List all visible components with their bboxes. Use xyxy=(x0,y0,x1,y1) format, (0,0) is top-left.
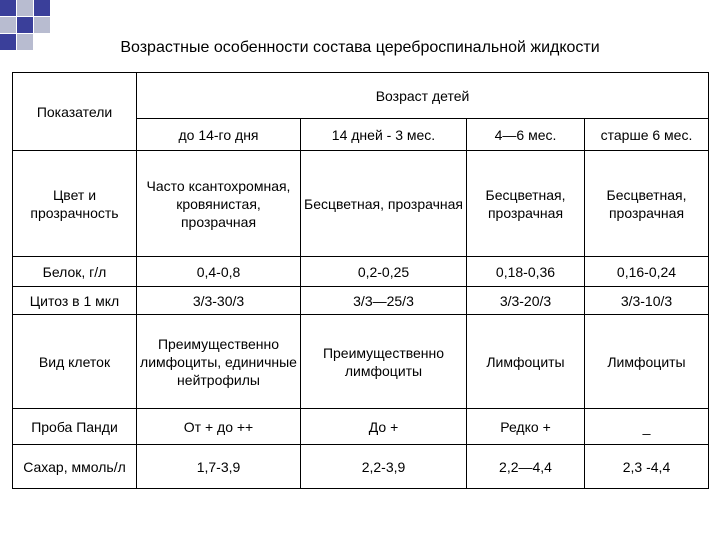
table-cell: _ xyxy=(585,409,709,445)
table-cell: 3/3-30/3 xyxy=(137,287,301,315)
table-cell: 0,18-0,36 xyxy=(467,257,585,287)
deco-square-blue xyxy=(34,0,50,16)
row-label: Белок, г/л xyxy=(13,257,137,287)
header-row-age xyxy=(13,73,709,119)
row-label: Проба Панди xyxy=(13,409,137,445)
row-label: Сахар, ммоль/л xyxy=(13,445,137,489)
table-cell: 3/3-20/3 xyxy=(467,287,585,315)
table-row xyxy=(13,409,709,445)
table-row xyxy=(13,287,709,315)
table-row xyxy=(13,315,709,409)
table-cell: Бесцветная, прозрачная xyxy=(301,151,467,257)
deco-square-blue xyxy=(0,0,16,16)
table-cell: Преимущественно лимфоциты, единичные нейтрофилы xyxy=(137,315,301,409)
table-cell: Лимфоциты xyxy=(585,315,709,409)
table-cell: 0,16-0,24 xyxy=(585,257,709,287)
page-title: Возрастные особенности состава цереброспинальной жидкости xyxy=(120,39,600,56)
deco-square-blue xyxy=(17,17,33,33)
table-cell: До + xyxy=(301,409,467,445)
age-group-header: до 14-го дня xyxy=(137,119,301,151)
table-cell: Редко + xyxy=(467,409,585,445)
table-cell: 3/3-10/3 xyxy=(585,287,709,315)
table-cell: 2,2—4,4 xyxy=(467,445,585,489)
table-row xyxy=(13,445,709,489)
table-cell: 0,2-0,25 xyxy=(301,257,467,287)
table-row xyxy=(13,257,709,287)
table-cell: От + до ++ xyxy=(137,409,301,445)
table-row xyxy=(13,151,709,257)
table-cell: 0,4-0,8 xyxy=(137,257,301,287)
table-cell: Бесцветная, прозрачная xyxy=(585,151,709,257)
deco-square-gray xyxy=(0,17,16,33)
age-group-header: 4—6 мес. xyxy=(467,119,585,151)
row-label: Вид клеток xyxy=(13,315,137,409)
table-cell: Бесцветная, прозрачная xyxy=(467,151,585,257)
table-cell: 2,2-3,9 xyxy=(301,445,467,489)
table-cell: 3/3—25/3 xyxy=(301,287,467,315)
deco-square-gray xyxy=(34,17,50,33)
age-group-header: 14 дней - 3 мес. xyxy=(301,119,467,151)
row-label: Цитоз в 1 мкл xyxy=(13,287,137,315)
table-cell: Преимущественно лимфоциты xyxy=(301,315,467,409)
age-header: Возраст детей xyxy=(137,73,709,119)
table-cell: 2,3 -4,4 xyxy=(585,445,709,489)
row-label: Цвет и прозрачность xyxy=(13,151,137,257)
table-cell: Лимфоциты xyxy=(467,315,585,409)
deco-square-gray xyxy=(17,0,33,16)
table-cell: Часто ксантохромная, кровянистая, прозрачная xyxy=(137,151,301,257)
table-cell: 1,7-3,9 xyxy=(137,445,301,489)
age-group-header: старше 6 мес. xyxy=(585,119,709,151)
indicator-header: Показатели xyxy=(13,73,137,151)
csf-table xyxy=(12,72,709,489)
